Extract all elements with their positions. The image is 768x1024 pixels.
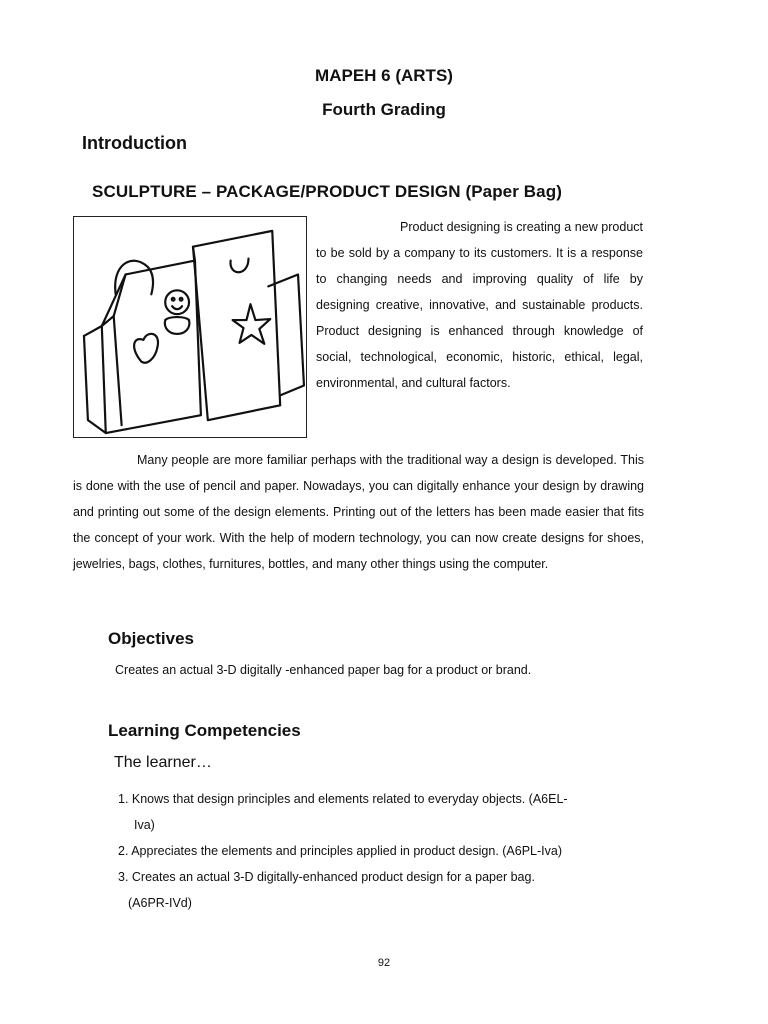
competency-item-1-continued: Iva): [134, 818, 155, 832]
design-history-paragraph-text: Many people are more familiar perhaps with the traditional way a design is developed. This is done with the use of pencil and paper. Nowadays, you can digitally enhance your design by drawing and printing out some of the design elements. Printing out of the letters has been made easier that fits the concept of your work. With the help of modern technology, you can now create designs for shoes, jewelries, bags, clothes, furnitures, bottles, and many other things using the computer.: [73, 453, 644, 571]
section-heading: SCULPTURE – PACKAGE/PRODUCT DESIGN (Paper Bag): [92, 182, 562, 201]
learning-competencies-heading: Learning Competencies: [108, 721, 301, 740]
introduction-heading: Introduction: [82, 133, 187, 153]
design-history-paragraph: [73, 447, 644, 577]
product-design-paragraph: [316, 214, 643, 396]
competency-item-3-continued: (A6PR-IVd): [128, 896, 192, 910]
paper-bag-drawing: [74, 217, 306, 437]
competency-item-2: 2. Appreciates the elements and principles applied in product design. (A6PL-Iva): [118, 844, 563, 858]
objectives-heading: Objectives: [108, 629, 194, 648]
document-subtitle: Fourth Grading: [322, 100, 446, 119]
paper-bag-illustration: [73, 216, 307, 438]
competency-item-3: 3. Creates an actual 3-D digitally-enhanced product design for a paper bag.: [118, 870, 535, 884]
learner-lead: The learner…: [114, 754, 212, 771]
product-design-paragraph-text: Product designing is creating a new product to be sold by a company to its customers. It is a response to changing needs and improving quality of life by designing creative, innovative, and sustainable products. Product designing is enhanced through knowledge of social, technological, economic, historic, ethical, legal, environmental, and cultural factors.: [316, 220, 643, 390]
competencies-list: [118, 786, 648, 916]
competency-item-1: 1. Knows that design principles and elements related to everyday objects. (A6EL-: [118, 792, 568, 806]
objectives-text: Creates an actual 3-D digitally -enhanced paper bag for a product or brand.: [115, 663, 532, 677]
page-number: 92: [377, 957, 391, 969]
document-title: MAPEH 6 (ARTS): [315, 66, 453, 85]
